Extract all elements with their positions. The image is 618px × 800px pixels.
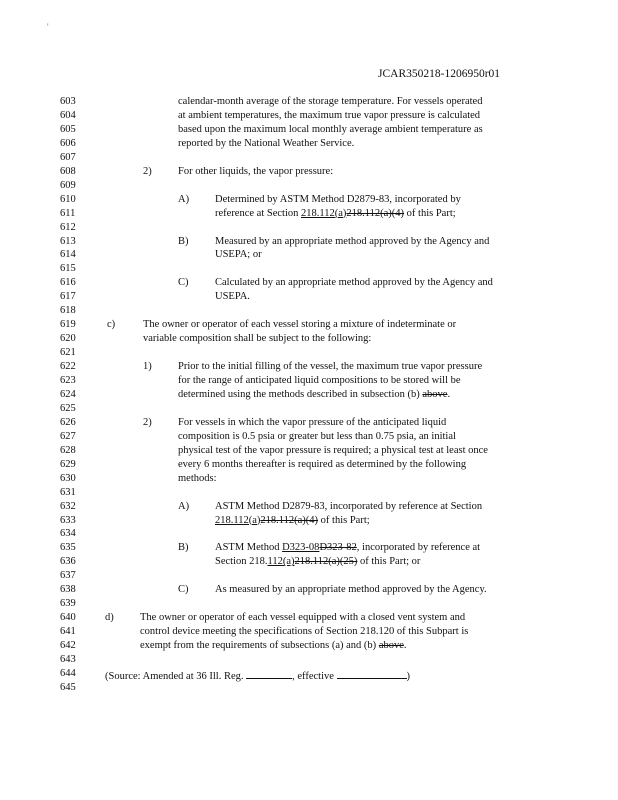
text-segment: composition is 0.5 psia or greater but less than 0.75 psia, an initial — [178, 430, 456, 442]
line-text — [178, 166, 333, 177]
deleted-text: above — [422, 388, 448, 400]
line-number: 607 — [60, 151, 76, 163]
text-segment: (Source: Amended at 36 Ill. Reg. — [105, 670, 247, 682]
line-number: 618 — [60, 305, 76, 317]
line-text — [140, 640, 407, 651]
deleted-text: 218.112(a)(4) — [346, 207, 405, 219]
line-text — [178, 375, 461, 386]
text-segment: For vessels in which the vapor pressure of the anticipated liquid — [178, 416, 447, 428]
fill-in-blank — [337, 668, 407, 679]
line-number: 640 — [60, 612, 76, 624]
subsection-label: A) — [178, 193, 190, 205]
line-text — [215, 291, 250, 302]
text-segment: The owner or operator of each vessel equipped with a closed vent system and — [140, 612, 466, 624]
line-number: 644 — [60, 667, 76, 679]
line-number: 632 — [60, 500, 76, 512]
fill-in-blank — [246, 668, 292, 679]
text-segment: methods: — [178, 472, 217, 484]
text-segment: Calculated by an appropriate method approved by the Agency and — [215, 277, 493, 289]
inserted-text: 218.112(a) — [215, 514, 261, 526]
text-segment: physical test of the vapor pressure is required; a physical test at least once — [178, 444, 488, 456]
line-text — [215, 501, 482, 512]
line-number: 635 — [60, 542, 76, 554]
line-number: 605 — [60, 123, 76, 135]
line-number: 641 — [60, 626, 76, 638]
line-number: 611 — [60, 207, 76, 219]
text-segment: USEPA; or — [215, 249, 262, 261]
text-segment: For other liquids, the vapor pressure: — [178, 165, 334, 177]
text-segment: The owner or operator of each vessel storing a mixture of indeterminate or — [143, 319, 457, 331]
line-text — [140, 612, 465, 623]
line-text — [215, 277, 493, 288]
document-header-id: JCAR350218-1206950r01 — [378, 68, 501, 80]
line-number: 627 — [60, 430, 76, 442]
text-segment: every 6 months thereafter is required as determined by the following — [178, 458, 467, 470]
text-segment: Prior to the initial filling of the vessel, the maximum true vapor pressure — [178, 361, 483, 373]
line-number: 643 — [60, 654, 76, 665]
text-segment: of this Part; — [318, 514, 370, 526]
line-number: 633 — [60, 514, 76, 526]
line-number: 613 — [60, 235, 76, 247]
line-text — [178, 459, 466, 470]
text-segment: of this Part; or — [357, 556, 421, 568]
text-segment: As measured by an appropriate method approved by the Agency. — [215, 584, 487, 596]
source-note — [105, 668, 410, 682]
line-number: 630 — [60, 472, 76, 484]
text-segment: exempt from the requirements of subsections (a) and (b) — [140, 640, 379, 652]
subsection-label: B) — [178, 542, 189, 554]
line-number: 606 — [60, 137, 76, 149]
line-number: 616 — [60, 277, 76, 289]
text-segment: reported by the National Weather Service. — [178, 137, 355, 149]
text-segment: control device meeting the specifications of Section 218.120 of this Subpart is — [140, 626, 469, 638]
line-text — [178, 361, 482, 372]
line-number: 645 — [60, 681, 76, 693]
line-number: 626 — [60, 416, 76, 428]
text-segment: ASTM Method — [215, 542, 283, 554]
deleted-text: 218.112(a)(4) — [260, 514, 319, 526]
deleted-text: above — [378, 640, 404, 652]
line-number: 622 — [60, 361, 76, 373]
text-segment: Measured by an appropriate method approved by the Agency and — [215, 235, 490, 247]
subsection-label: 1) — [143, 361, 152, 373]
line-number: 628 — [60, 444, 76, 456]
line-text — [140, 626, 468, 637]
line-text — [215, 194, 461, 205]
line-number: 620 — [60, 333, 76, 345]
subsection-label: B) — [178, 235, 189, 247]
subsection-label: A) — [178, 500, 190, 512]
line-number: 636 — [60, 556, 76, 568]
line-number: 634 — [60, 528, 76, 540]
line-text — [178, 138, 354, 149]
line-number: 612 — [60, 221, 76, 233]
inserted-text: D323-08 — [282, 542, 320, 554]
line-text — [215, 249, 262, 260]
line-number: 621 — [60, 347, 76, 359]
line-number: 642 — [60, 640, 76, 652]
line-number: 614 — [60, 249, 76, 261]
corner-mark: ' — [47, 22, 49, 32]
line-number: 609 — [60, 179, 76, 191]
line-number: 624 — [60, 388, 76, 400]
text-segment: at ambient temperatures, the maximum true vapor pressure is calculated — [178, 109, 481, 121]
subsection-label: C) — [178, 277, 189, 289]
line-text — [215, 584, 487, 595]
text-segment: calendar-month average of the storage temperature. For vessels operated — [178, 96, 483, 107]
line-text — [178, 389, 450, 400]
line-number: 623 — [60, 375, 76, 386]
line-number: 615 — [60, 263, 76, 275]
text-segment: ASTM Method D2879-83, incorporated by reference at Section — [215, 500, 483, 512]
line-number: 619 — [60, 319, 76, 331]
line-number: 625 — [60, 402, 76, 414]
subsection-label: 2) — [143, 165, 152, 177]
subsection-label: C) — [178, 584, 189, 596]
text-segment: . — [403, 640, 407, 652]
text-segment: of this Part; — [404, 207, 456, 219]
line-number: 604 — [60, 109, 76, 121]
text-segment: Section 218. — [215, 556, 268, 568]
text-segment: , incorporated by reference at — [356, 542, 481, 554]
line-text — [178, 445, 488, 456]
line-number: 631 — [60, 486, 76, 498]
line-text — [215, 236, 489, 247]
line-text — [178, 431, 456, 442]
line-text — [143, 333, 371, 344]
line-number: 629 — [60, 458, 76, 470]
inserted-text: 218.112(a) — [301, 207, 347, 219]
line-text — [178, 96, 482, 107]
line-number: 610 — [60, 193, 76, 205]
text-segment: USEPA. — [215, 291, 250, 303]
line-number: 637 — [60, 570, 76, 582]
subsection-label: c) — [107, 319, 116, 331]
line-text — [215, 515, 370, 526]
text-segment: , effective — [292, 670, 337, 682]
line-text — [178, 473, 217, 484]
subsection-label: d) — [105, 612, 114, 624]
line-text — [178, 417, 446, 428]
line-text — [178, 124, 483, 135]
deleted-text: 218.112(a)(25) — [294, 556, 358, 568]
inserted-text: 112(a) — [267, 556, 295, 568]
line-number: 638 — [60, 584, 76, 596]
text-segment: determined using the methods described in subsection (b) — [178, 388, 423, 400]
deleted-text: D323-82 — [319, 542, 357, 554]
line-text — [215, 542, 480, 553]
line-text — [178, 110, 480, 121]
text-segment: Determined by ASTM Method D2879-83, incorporated by — [215, 193, 461, 205]
subsection-label: 2) — [143, 416, 152, 428]
line-number: 603 — [60, 96, 76, 107]
line-number: 639 — [60, 598, 76, 610]
text-segment: for the range of anticipated liquid compositions to be stored will be — [178, 375, 461, 386]
text-segment: variable composition shall be subject to the following: — [143, 333, 372, 345]
text-segment: ) — [406, 670, 411, 682]
text-segment: . — [447, 388, 451, 400]
line-number: 617 — [60, 291, 76, 303]
line-text — [215, 556, 420, 567]
line-number: 608 — [60, 165, 76, 177]
line-text — [143, 319, 456, 330]
line-text — [215, 208, 456, 219]
text-segment: reference at Section — [215, 207, 301, 219]
text-segment: based upon the maximum local monthly average ambient temperature as — [178, 123, 483, 135]
